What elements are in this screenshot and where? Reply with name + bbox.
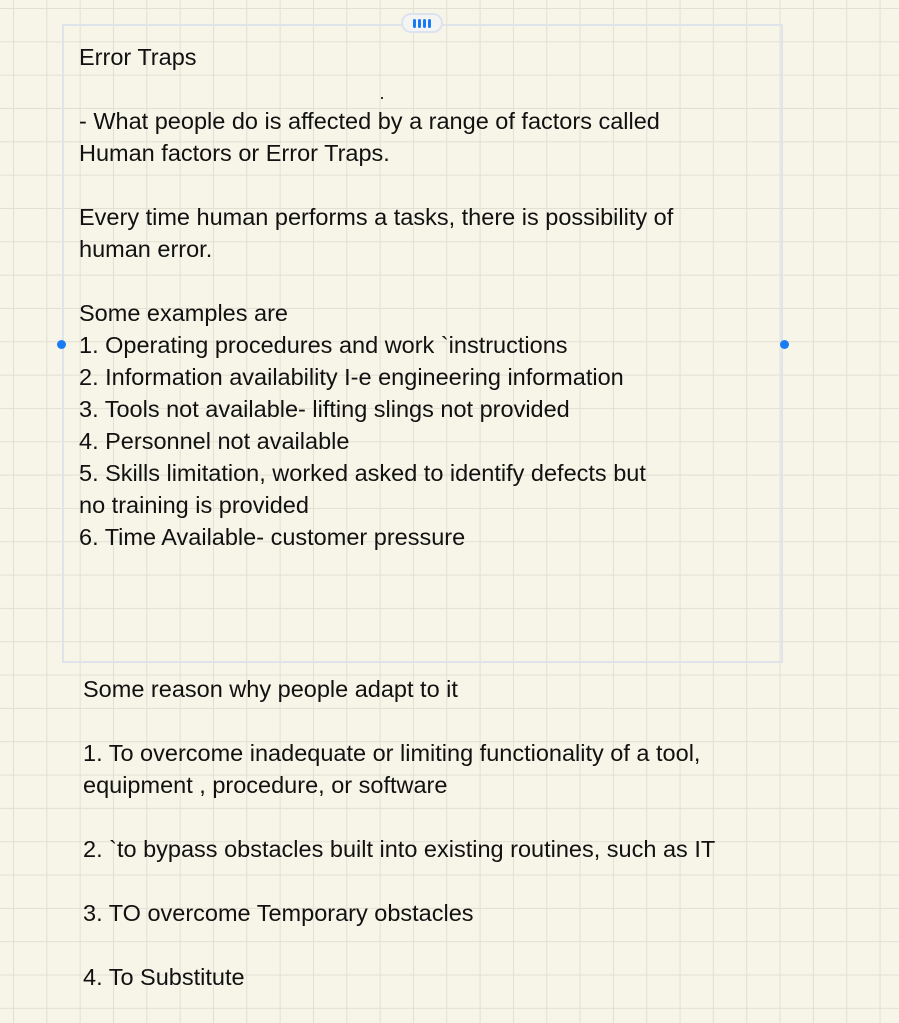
text-line [79,169,673,201]
text-line: - What people do is affected by a range of factors called [79,108,660,134]
text-line: equipment , procedure, or software [83,772,448,798]
text-line: human error. [79,236,213,262]
text-line: 1. Operating procedures and work `instructions [79,332,568,358]
text-line: no training is provided [79,492,309,518]
resize-handle-left[interactable] [57,340,66,349]
drag-handle[interactable] [401,13,443,33]
grip-icon [423,19,426,28]
note-text[interactable] [83,673,715,993]
text-line: 2. Information availability I-e engineering information [79,364,624,390]
text-line: Error Traps [79,44,197,70]
text-line: Some reason why people adapt to it [83,676,458,702]
text-line: 1. To overcome inadequate or limiting functionality of a tool, [83,740,701,766]
text-line [83,865,715,897]
text-line [79,265,673,297]
text-line: 3. Tools not available- lifting slings not provided [79,396,570,422]
text-line: Some examples are [79,300,288,326]
text-line: 5. Skills limitation, worked asked to identify defects but [79,460,646,486]
text-line [79,73,673,105]
grip-icon [413,19,416,28]
text-line [83,801,715,833]
text-line: 3. TO overcome Temporary obstacles [83,900,474,926]
text-line: 4. Personnel not available [79,428,350,454]
resize-handle-right[interactable] [780,340,789,349]
text-line: Every time human performs a tasks, there is possibility of [79,204,674,230]
text-line: 2. `to bypass obstacles built into existing routines, such as IT [83,836,716,862]
grip-icon [428,19,431,28]
text-line [83,929,715,961]
grip-icon [418,19,421,28]
text-line: 6. Time Available- customer pressure [79,524,466,550]
text-line: Human factors or Error Traps. [79,140,390,166]
text-box-content[interactable] [79,41,673,553]
text-line [83,705,715,737]
text-line: 4. To Substitute [83,964,245,990]
